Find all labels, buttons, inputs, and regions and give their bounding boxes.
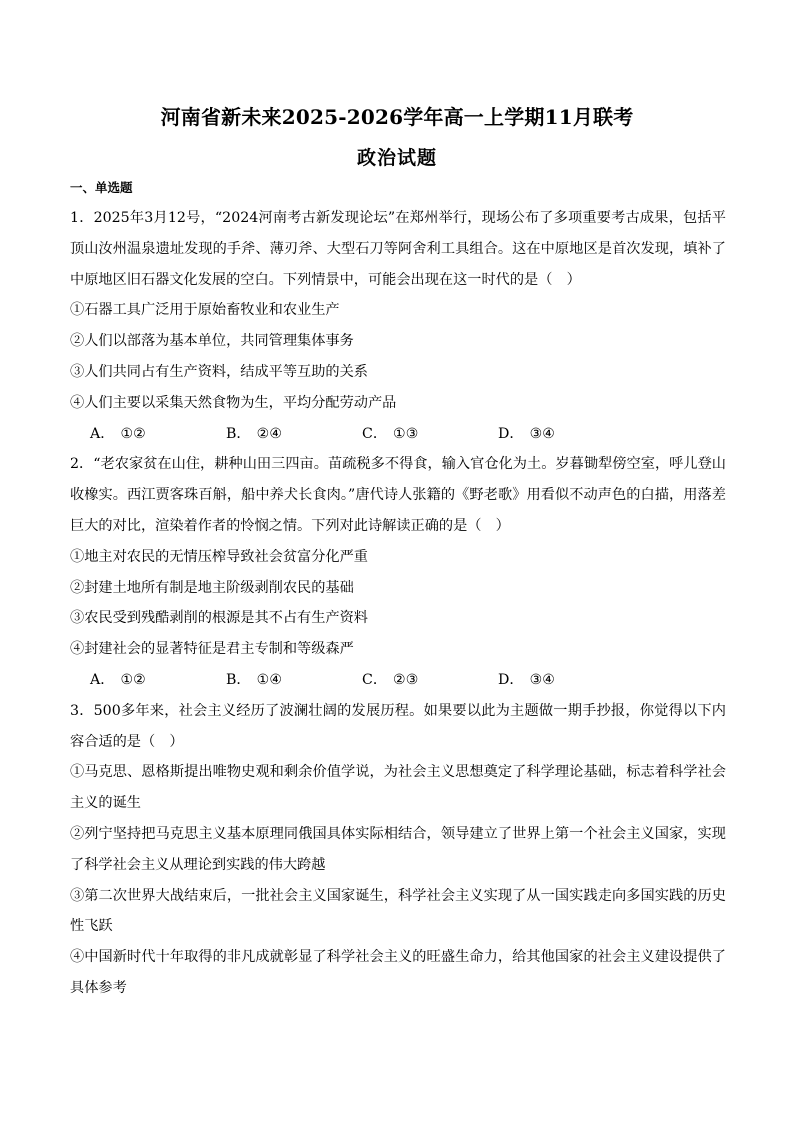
answer-choice-c[interactable]: C． ①③	[362, 425, 419, 442]
statement-option: ④封建社会的显著特征是君主专制和等级森严	[70, 641, 354, 658]
question-stem: 1．2025年3月12号，“2024河南考古新发现论坛”在郑州举行，现场公布了多项重要考古成果，包括平顶山汝州温泉遗址发现的手斧、薄刃斧、大型石刀等阿舍利工具组合。这在中原地区是首次发现，填补了中原地区旧石器文化发展的空白。下列情景中，可能会出现在这一时代的是（ ）	[70, 210, 726, 288]
answer-choice-b[interactable]: B． ②④	[226, 425, 283, 442]
document-subtitle: 政治试题	[356, 147, 437, 169]
question-1	[70, 203, 726, 449]
question-list	[70, 203, 726, 1004]
statement-option: ②封建土地所有制是地主阶级剥削农民的基础	[70, 579, 354, 596]
statement-option: ②人们以部落为基本单位，共同管理集体事务	[70, 333, 354, 350]
statement-option: ③农民受到残酷剥削的根源是其不占有生产资料	[70, 610, 368, 627]
document-title: 河南省新未来2025-2026学年高一上学期11月联考	[160, 105, 634, 129]
question-stem: 2．“老农家贫在山住，耕种山田三四亩。苗疏税多不得食，输入官仓化为土。岁暮锄犁傍空室，呼儿登山收橡实。西江贾客珠百斛，船中养犬长食肉。”唐代诗人张籍的《野老歌》用看似不动声色的白描，用落差巨大的对比，渲染着作者的怜悯之情。下列对此诗解读正确的是（ ）	[70, 456, 726, 534]
statement-option: ①马克思、恩格斯提出唯物史观和剩余价值学说，为社会主义思想奠定了科学理论基础，标志着科学社会主义的诞生	[70, 764, 726, 812]
answer-choice-a[interactable]: A． ①②	[90, 671, 146, 688]
answer-choice-d[interactable]: D． ③④	[498, 671, 556, 688]
question-2	[70, 449, 726, 695]
statement-option: ③人们共同占有生产资料，结成平等互助的关系	[70, 363, 368, 380]
answer-choices	[70, 665, 726, 696]
statement-option: ③第二次世界大战结束后，一批社会主义国家诞生，科学社会主义实现了从一国实践走向多国实践的历史性飞跃	[70, 887, 726, 935]
statement-option: ②列宁坚持把马克思主义基本原理同俄国具体实际相结合，领导建立了世界上第一个社会主义国家，实现了科学社会主义从理论到实践的伟大跨越	[70, 825, 726, 873]
statement-option: ④人们主要以采集天然食物为生，平均分配劳动产品	[70, 394, 397, 411]
statement-option: ④中国新时代十年取得的非凡成就彰显了科学社会主义的旺盛生命力，给其他国家的社会主义建设提供了具体参考	[70, 949, 726, 996]
answer-choices	[70, 419, 726, 450]
question-stem: 3．500多年来，社会主义经历了波澜壮阔的发展历程。如果要以此为主题做一期手抄报，你觉得以下内容合适的是（ ）	[70, 702, 726, 750]
answer-choice-a[interactable]: A． ①②	[90, 425, 146, 442]
answer-choice-c[interactable]: C． ②③	[362, 671, 419, 688]
statement-option: ①地主对农民的无情压榨导致社会贫富分化严重	[70, 548, 368, 565]
statement-option: ①石器工具广泛用于原始畜牧业和农业生产	[70, 302, 340, 319]
answer-choice-b[interactable]: B． ①④	[226, 671, 283, 688]
section-heading: 一、单选题	[70, 180, 133, 195]
question-3	[70, 696, 726, 1004]
answer-choice-d[interactable]: D． ③④	[498, 425, 556, 442]
